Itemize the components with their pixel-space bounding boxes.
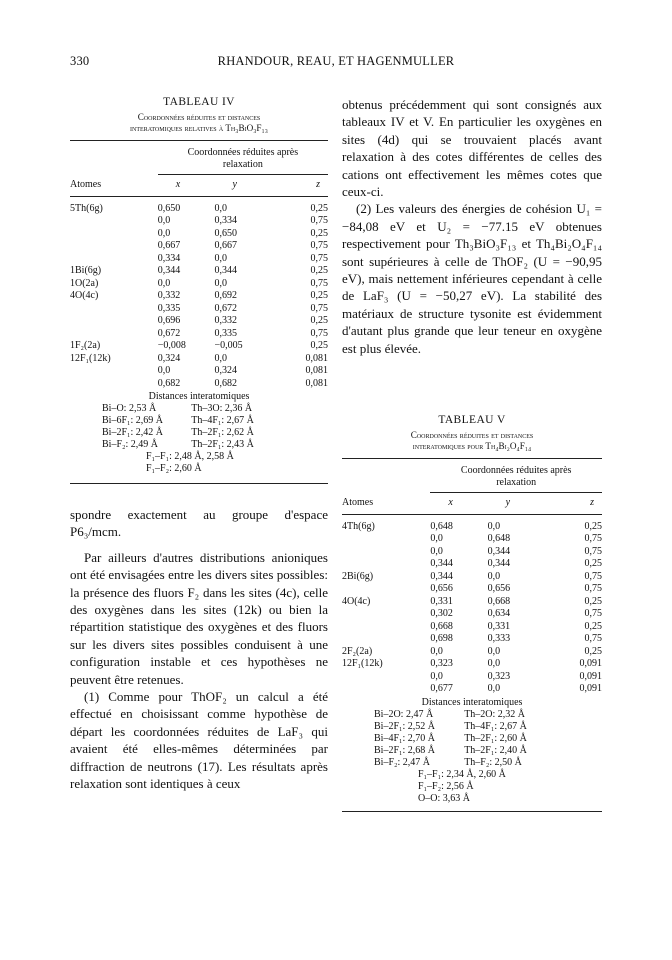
table-row: [70, 365, 328, 378]
table-row: [70, 315, 328, 328]
table-v-header: [342, 497, 602, 510]
table-v-distances: [342, 709, 602, 805]
table-row: [342, 533, 602, 546]
th-distance: Th–2F₁: 2,60 Å: [464, 732, 527, 744]
table-v-caption: [342, 430, 602, 452]
atom-cell: [70, 315, 158, 328]
bi-distance: Bi–6F₁: 2,69 Å: [102, 415, 163, 426]
table-row: [70, 253, 328, 266]
left-paragraph-3: (1) Comme pour ThOF₂ un calcul a été effectué en choisissant comme hypothèse de départ les coordonnées réduites de LaF₃ qui avaient été elles-mêmes déterminées par diffraction de neutrons (17). Les résultats après relaxation sont identiques à ceux: [70, 689, 328, 792]
x-cell: 0,0: [157, 227, 171, 239]
table-v-group-head-row: [342, 465, 602, 493]
atom-cell: [342, 558, 430, 571]
table-row: [342, 608, 602, 621]
table-iv-group-head: [158, 147, 328, 175]
bi-distance: Bi–2F₁: 2,68 Å: [374, 744, 435, 756]
z-cell: 0,091: [579, 683, 602, 694]
col-z: z: [316, 179, 320, 190]
z-cell: 0,25: [584, 558, 602, 569]
y-cell: 0,0: [214, 202, 227, 214]
distance-line: F₁–F₁: 2,34 Å, 2,60 Å: [418, 768, 506, 780]
th-distance: Th–3O: 2,36 Å: [191, 403, 253, 414]
table-iv: [70, 96, 328, 484]
table-iv-dist-title: Distances interatomiques: [148, 391, 250, 402]
atom-cell: [342, 533, 430, 546]
y-cell: 0,0: [487, 520, 501, 532]
col-atoms: Atomes: [70, 179, 102, 190]
table-iv-group-head-row: [70, 147, 328, 175]
z-cell: 0,75: [584, 545, 602, 557]
z-cell: 0,75: [584, 633, 602, 644]
z-cell: 0,25: [310, 227, 328, 239]
x-cell: 0,344: [430, 570, 453, 582]
y-cell: 0,648: [487, 533, 511, 544]
atom-cell: 1O(2a): [70, 277, 99, 289]
z-cell: 0,75: [584, 583, 602, 594]
spacer: [342, 465, 430, 493]
table-row: [70, 278, 328, 291]
z-cell: 0,081: [305, 377, 328, 389]
right-body-text: [342, 96, 602, 357]
table-row: [342, 633, 602, 646]
atom-cell: [342, 583, 430, 596]
x-cell: 0,0: [430, 533, 443, 544]
y-cell: 0,0: [487, 683, 501, 694]
left-paragraph-1-text: spondre exactement au groupe d'espace P6₃/mcm.: [70, 507, 328, 540]
y-cell: 0,692: [214, 290, 237, 301]
atom-cell: 1Bi(6g): [70, 265, 102, 276]
table-iv-title: TABLEAU IV: [163, 96, 235, 108]
right-paragraph-1: obtenus précédemment qui sont consignés aux tableaux IV et V. En particulier les oxygènes en sites (4d) qui se trouvaient placés avant relaxation à des cotes différentes de celles des cations ont effectivement les mêmes cotes que ceux-ci.: [342, 97, 602, 200]
z-cell: 0,25: [310, 202, 328, 214]
x-cell: 0,698: [430, 633, 453, 644]
atom-cell: 4O(4c): [342, 595, 371, 607]
table-v-head-rule: [342, 514, 602, 515]
table-row: [342, 646, 602, 659]
z-cell: 0,25: [310, 265, 328, 276]
x-cell: 0,332: [157, 290, 181, 301]
left-column: [70, 96, 328, 793]
x-cell: 0,677: [430, 683, 453, 694]
table-row: [70, 215, 328, 228]
th-distance: Th–2F₁: 2,43 Å: [191, 439, 254, 450]
x-cell: 0,335: [157, 302, 181, 314]
table-iv-group-head-line1: Coordonnées réduites après: [187, 147, 299, 158]
bi-distance: Bi–F₂: 2,47 Å: [374, 756, 430, 768]
x-cell: 0,682: [157, 377, 181, 389]
running-head: RHANDOUR, REAU, ET HAGENMULLER: [217, 54, 455, 68]
distance-line: O–O: 3,63 Å: [418, 792, 470, 804]
x-cell: 0,672: [157, 327, 181, 339]
table-row: [70, 378, 328, 391]
distance-row: [342, 745, 602, 757]
table-iv-caption: [70, 112, 328, 134]
y-cell: 0,634: [487, 608, 511, 619]
x-cell: 0,344: [430, 558, 453, 569]
th-distance: Th–2F₁: 2,62 Å: [191, 427, 254, 438]
right-column: [342, 96, 602, 804]
y-cell: 0,0: [214, 277, 227, 289]
distance-row: [70, 427, 328, 439]
atom-cell: [70, 228, 158, 241]
y-cell: 0,656: [487, 583, 511, 594]
x-cell: 0,0: [157, 215, 171, 226]
table-v-group-head-line2: relaxation: [496, 477, 537, 488]
y-cell: 0,0: [487, 658, 501, 669]
right-paragraph-2: (2) Les valeurs des énergies de cohésion U₁ = −84,08 eV et U₂ = −77.15 eV obtenues respectivement pour Th₃BiO₃F₁₃ et Th₄Bi₂O₄F₁₄ sont supérieures à celle de ThOF₂ (U = −90,95 eV), mais nettement inférieures cependant à celle de LaF₃ (U = −50,27 eV). La stabilité des matériaux de structure tysonite est évidemment d'autant plus grande que leur teneur en oxygène est plus élevée.: [342, 201, 602, 356]
table-row: [70, 328, 328, 341]
atom-cell: 12F₁(12k): [342, 658, 383, 669]
table-iv-body: [70, 203, 328, 391]
z-cell: 0,25: [310, 315, 328, 326]
table-row: [70, 228, 328, 241]
z-cell: 0,25: [584, 595, 602, 607]
table-row: [70, 303, 328, 316]
atom-cell: [70, 328, 158, 341]
atom-cell: [342, 633, 430, 646]
x-cell: 0,334: [157, 252, 181, 264]
x-cell: 0,344: [157, 265, 181, 276]
table-iv-distances: [70, 403, 328, 475]
x-cell: 0,696: [157, 315, 181, 326]
table-v-top-rule: [342, 458, 602, 459]
th-distance: Th–4F₁: 2,67 Å: [191, 415, 254, 426]
distance-line: F₁–F₂: 2,56 Å: [418, 780, 474, 792]
bi-distance: Bi–O: 2,53 Å: [102, 403, 157, 414]
bi-distance: Bi–4F₁: 2,70 Å: [374, 732, 435, 744]
x-cell: 0,650: [157, 202, 181, 214]
th-distance: Th–2F₁: 2,40 Å: [464, 744, 527, 756]
x-cell: 0,648: [430, 520, 453, 532]
distance-row: [70, 439, 328, 451]
table-v-body: [342, 521, 602, 696]
y-cell: 0,0: [487, 645, 501, 657]
z-cell: 0,75: [310, 252, 328, 264]
col-y: y: [505, 497, 511, 508]
x-cell: 0,323: [430, 658, 453, 669]
x-cell: 0,0: [157, 277, 171, 289]
z-cell: 0,75: [584, 608, 602, 619]
distance-row: [70, 415, 328, 427]
z-cell: 0,25: [310, 340, 328, 351]
table-v-caption-line1: Coordonnées réduites et distances: [410, 430, 534, 440]
z-cell: 0,081: [305, 365, 328, 376]
z-cell: 0,25: [584, 645, 602, 657]
table-row: [342, 671, 602, 684]
atom-cell: [70, 378, 158, 391]
atom-cell: 5Th(6g): [70, 202, 103, 214]
col-x: x: [448, 497, 453, 508]
atom-cell: 2Bi(6g): [342, 570, 374, 582]
table-row: [342, 621, 602, 634]
left-body-text: [70, 506, 328, 793]
atom-cell: [342, 621, 430, 634]
table-row: [70, 203, 328, 216]
page-header: [0, 54, 672, 70]
distance-row: [342, 709, 602, 721]
bi-distance: Bi–2F₁: 2,42 Å: [102, 427, 163, 438]
table-iv-group-head-line2: relaxation: [222, 159, 263, 170]
z-cell: 0,091: [579, 670, 602, 682]
table-row: [70, 240, 328, 253]
atom-cell: [342, 671, 430, 684]
x-cell: 0,0: [430, 670, 443, 682]
y-cell: 0,333: [487, 633, 511, 644]
y-cell: 0,0: [214, 352, 227, 364]
z-cell: 0,75: [310, 240, 328, 251]
y-cell: 0,332: [214, 315, 237, 326]
atom-cell: [70, 303, 158, 316]
left-paragraph-1: [70, 506, 328, 541]
table-v-group-head: [430, 465, 602, 493]
th-distance: Th–4F₁: 2,67 Å: [464, 720, 527, 732]
y-cell: 0,0: [487, 570, 501, 582]
y-cell: −0,005: [214, 340, 243, 351]
table-row: [342, 546, 602, 559]
col-x: x: [175, 179, 181, 190]
x-cell: −0,008: [157, 340, 186, 351]
x-cell: 0,667: [157, 240, 181, 251]
table-row: [70, 290, 328, 303]
x-cell: 0,656: [430, 583, 453, 594]
y-cell: 0,672: [214, 302, 237, 314]
z-cell: 0,25: [584, 520, 602, 532]
atom-cell: [70, 240, 158, 253]
bi-distance: Bi–2F₁: 2,52 Å: [374, 720, 435, 732]
atom-cell: [342, 546, 430, 559]
x-cell: 0,0: [430, 645, 443, 657]
x-cell: 0,668: [430, 620, 453, 632]
table-v-group-rule: [430, 492, 602, 493]
table-iv-top-rule: [70, 140, 328, 141]
table-v-title: TABLEAU V: [438, 414, 506, 426]
table-v-bottom-rule: [342, 811, 602, 812]
y-cell: 0,331: [487, 620, 511, 632]
table-iv-header: [70, 179, 328, 192]
atom-cell: [342, 608, 430, 621]
table-v: [342, 414, 602, 812]
table-row: [70, 353, 328, 366]
spacer: [70, 147, 158, 175]
table-v-caption-line2: interatomiques pour Th₄Bi₂O₄F₁₄: [412, 441, 532, 451]
distance-line: F₁–F₂: 2,60 Å: [146, 463, 202, 474]
y-cell: 0,334: [214, 215, 237, 226]
z-cell: 0,25: [584, 620, 602, 632]
table-row: [342, 558, 602, 571]
atom-cell: 2F₂(2a): [342, 645, 373, 657]
y-cell: 0,335: [214, 327, 237, 339]
atom-cell: [70, 253, 158, 266]
distance-row: [342, 733, 602, 745]
bi-distance: Bi–2O: 2,47 Å: [374, 708, 434, 720]
page-number: 330: [70, 54, 90, 68]
atom-cell: [342, 683, 430, 696]
bi-distance: Bi–F₂: 2,49 Å: [102, 439, 158, 450]
distance-row: [342, 721, 602, 733]
y-cell: 0,324: [214, 365, 237, 376]
y-cell: 0,344: [487, 558, 511, 569]
atom-cell: [70, 365, 158, 378]
z-cell: 0,75: [310, 277, 328, 289]
table-iv-head-rule: [70, 196, 328, 197]
table-row: [342, 521, 602, 534]
distance-row: [342, 757, 602, 769]
z-cell: 0,75: [310, 302, 328, 314]
table-row: [70, 265, 328, 278]
atom-cell: [70, 215, 158, 228]
col-atoms: Atomes: [342, 497, 374, 508]
x-cell: 0,331: [430, 595, 453, 607]
x-cell: 0,0: [157, 365, 171, 376]
y-cell: 0,668: [487, 595, 511, 607]
y-cell: 0,650: [214, 227, 237, 239]
col-y: y: [232, 179, 237, 190]
distance-line: F₁–F₁: 2,48 Å, 2,58 Å: [146, 451, 234, 462]
table-row: [342, 658, 602, 671]
atom-cell: 1F₂(2a): [70, 340, 101, 351]
z-cell: 0,75: [584, 533, 602, 544]
table-row: [342, 583, 602, 596]
table-v-group-head-line1: Coordonnées réduites après: [460, 465, 572, 476]
distance-row: [70, 403, 328, 415]
table-row: [342, 683, 602, 696]
y-cell: 0,344: [214, 265, 237, 276]
z-cell: 0,25: [310, 290, 328, 301]
y-cell: 0,682: [214, 377, 237, 389]
y-cell: 0,344: [487, 545, 511, 557]
z-cell: 0,75: [584, 570, 602, 582]
col-z: z: [590, 497, 594, 508]
th-distance: Th–F₂: 2,50 Å: [464, 756, 522, 768]
z-cell: 0,091: [579, 658, 602, 669]
x-cell: 0,0: [430, 545, 443, 557]
table-iv-caption-line2: interatomiques relatives à Th₃BiO₃F₁₃: [130, 123, 268, 133]
table-v-dist-title: Distances interatomiques: [421, 696, 523, 708]
table-row: [342, 596, 602, 609]
z-cell: 0,75: [310, 215, 328, 226]
y-cell: 0,323: [487, 670, 511, 682]
left-paragraph-2: Par ailleurs d'autres distributions anioniques ont été envisagées entre les divers sites possibles: la présence des fluors F₂ dans les sites (4c), celle des oxygènes dans les sites (12k) ou bien la répartition statistique des oxygènes et des fluors sur les divers sites possibles conduisent à une configuration instable et ces hypothèses ne peuvent être retenues.: [70, 549, 328, 687]
table-iv-caption-line1: Coordonnées réduites et distances: [137, 112, 261, 122]
table-row: [342, 571, 602, 584]
atom-cell: 12F₁(12k): [70, 352, 111, 364]
y-cell: 0,667: [214, 240, 237, 251]
x-cell: 0,324: [157, 352, 181, 364]
atom-cell: 4Th(6g): [342, 520, 375, 532]
table-iv-group-rule: [158, 174, 328, 175]
z-cell: 0,081: [305, 352, 328, 364]
x-cell: 0,302: [430, 608, 453, 619]
z-cell: 0,75: [310, 327, 328, 339]
table-iv-bottom-rule: [70, 483, 328, 484]
atom-cell: 4O(4c): [70, 290, 99, 301]
table-row: [70, 340, 328, 353]
th-distance: Th–2O: 2,32 Å: [464, 708, 526, 720]
y-cell: 0,0: [214, 252, 227, 264]
